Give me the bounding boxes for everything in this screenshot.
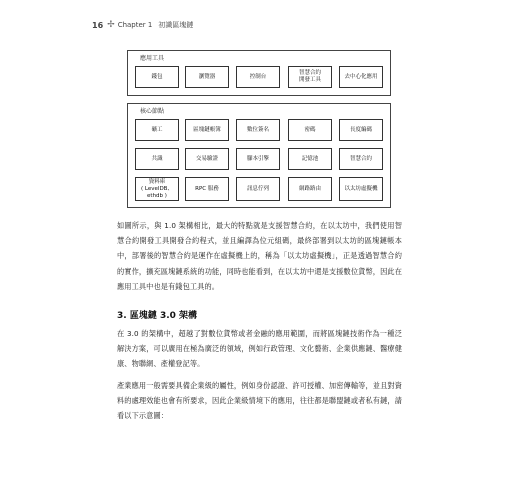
core-box: 訊息佇列	[236, 177, 280, 201]
page-header	[92, 18, 193, 32]
app-tool-box: 錢包	[135, 66, 179, 88]
core-box: 以太坊虛擬機	[339, 177, 383, 201]
chapter-ornament-icon: ✢	[107, 20, 115, 30]
core-box: RPC 服務	[185, 177, 229, 201]
body-paragraph-1: 如圖所示，與 1.0 架構相比，最大的特點就是支援智慧合約，在以太坊中，我們使用智慧合約開發工具開發合約程式，並且編譯為位元組碼，最終部署到以太坊的區塊鏈帳本中，部署後的智慧合約是運作在虛擬機上的，稱為「以太坊虛擬機」，正是透過智慧合約的實作，擴充區塊鏈系統的功能，同時也能看到，在以太坊中還是支援數位貨幣，因此在應用工具中也是有錢包工具的。	[117, 221, 402, 291]
core-box: 記憶池	[288, 148, 332, 170]
chapter-title: 初識區塊鏈	[158, 21, 194, 29]
core-box: 礦工	[135, 119, 179, 141]
core-box: 長度編碼	[339, 119, 383, 141]
chapter-label: Chapter 1	[117, 21, 153, 29]
page-number: 16	[92, 20, 104, 30]
app-tool-box: 控制台	[236, 66, 280, 88]
app-tools-group	[127, 50, 391, 96]
core-node-label: 核心節點	[140, 108, 165, 115]
body-paragraph-3: 產業應用一般需要具備企業級的屬性，例如身份認證、許可授權、加密傳輸等，並且對資料的處理效能也會有所要求，因此企業級情境下的應用，往往都是聯盟鏈或者私有鏈，請看以下示意圖：	[117, 381, 402, 421]
section-title: 3. 區塊鏈 3.0 架構	[117, 311, 198, 321]
core-box: 密碼	[288, 119, 332, 141]
core-box: 共識	[135, 148, 179, 170]
core-box: 交易驗證	[185, 148, 229, 170]
core-box: 區塊鏈帳簿	[185, 119, 229, 141]
core-box: 資料庫 ( LevelDB、 ethdb )	[135, 177, 179, 201]
app-tool-box: 智慧合約 開發工具	[288, 66, 332, 88]
core-node-group	[127, 103, 391, 208]
core-box: 數位簽名	[236, 119, 280, 141]
core-box: 網路路由	[288, 177, 332, 201]
app-tools-label: 應用工具	[140, 55, 165, 62]
app-tool-box: 去中心化應用	[339, 66, 383, 88]
core-box: 智慧合約	[339, 148, 383, 170]
core-box: 腳本引擎	[236, 148, 280, 170]
app-tool-box: 瀏覽器	[185, 66, 229, 88]
body-paragraph-2: 在 3.0 的架構中，超越了對數位貨幣或者金融的應用範圍，而將區塊鏈技術作為一種泛解決方案，可以廣用在極為廣泛的領域，例如行政管理、文化藝術、企業供應鏈、醫療健康、物聯網、產權登記等。	[117, 329, 402, 369]
